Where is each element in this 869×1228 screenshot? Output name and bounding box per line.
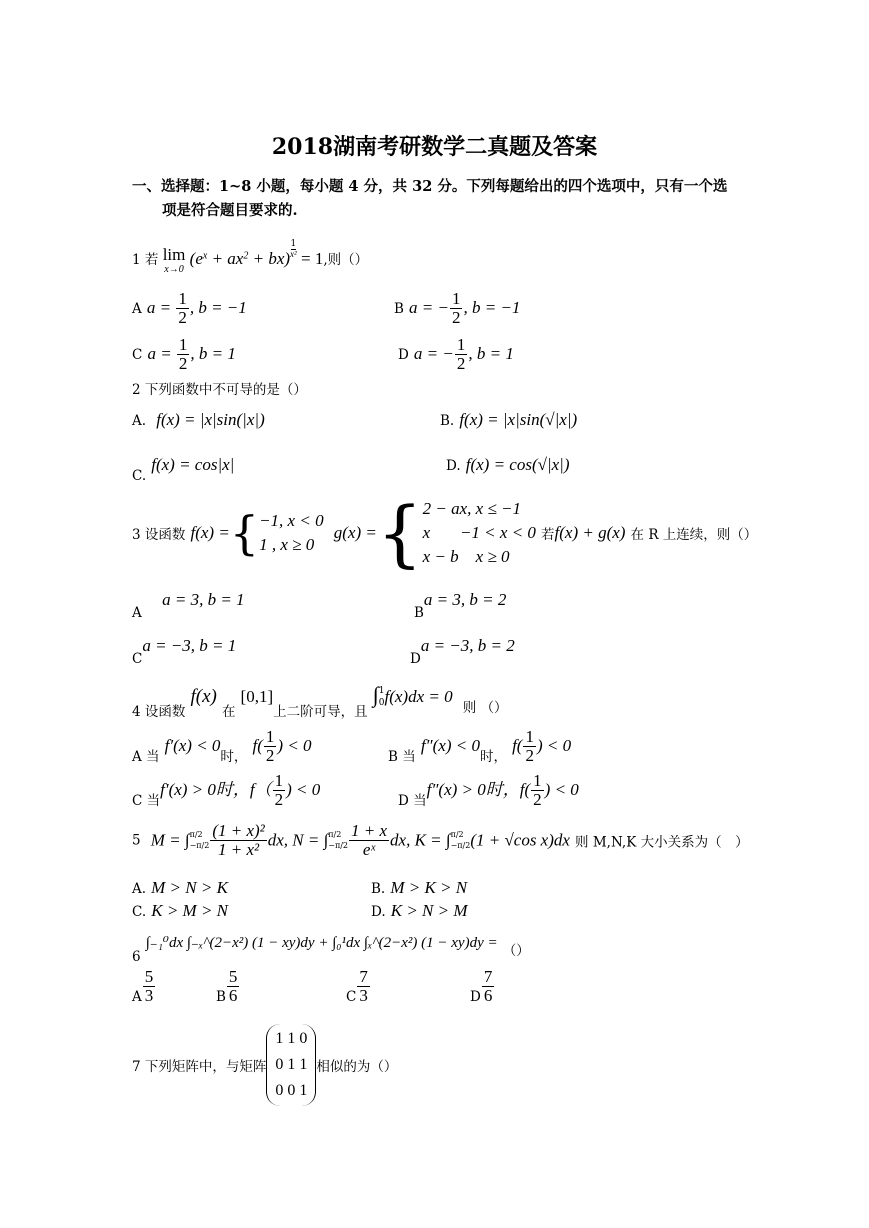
q3-option-a: [132, 590, 245, 621]
q7-matrix-row-3: 0 0 1: [275, 1082, 308, 1099]
q1-b-post: , b = −1: [463, 297, 521, 317]
q4-a-frac: [264, 728, 277, 765]
q4-a-res-pre: f(: [252, 735, 263, 755]
q4-at: 在: [221, 704, 236, 720]
q3-g-case-1: 2 − ax, x ≤ −1: [422, 499, 522, 518]
q3-d-label: D: [410, 651, 421, 667]
q4-interval: [0,1]: [240, 687, 274, 706]
q6-c-frac: [357, 968, 370, 1005]
q4-option-a: [132, 728, 312, 765]
q5-n-int: dx, N = ∫: [267, 830, 329, 850]
q4-d-res-post: ) < 0: [544, 779, 579, 799]
q3-f-case-1: −1, x < 0: [259, 511, 324, 530]
q1-expr-3: + bx): [248, 249, 291, 268]
q6-b-num: 5: [228, 967, 238, 986]
q5-m-den: 1 + x²: [217, 839, 260, 859]
q6-expression: ∫₋₁⁰dx ∫₋ₓ^(2−x²) (1 − xy)dy + ∫₀¹dx ∫ₓ^(2−x²) (1 − xy)dy =: [145, 935, 498, 951]
q3-option-c: [132, 636, 236, 667]
q6-a-den: 3: [144, 985, 154, 1005]
q1-d-frac: [455, 336, 468, 373]
q1-a-pre: a =: [146, 297, 176, 317]
q4-d-frac: [531, 772, 544, 809]
q1-c-post: , b = 1: [190, 343, 236, 363]
q3-if: 若: [541, 527, 555, 543]
q3-g-case-3: x − b x ≥ 0: [422, 547, 510, 566]
q4-b-shi: 时，: [479, 748, 507, 765]
q1-power: [290, 240, 297, 259]
q4-c-res-post: ) < 0: [286, 779, 321, 799]
q1-lim-sub: x→0: [164, 264, 184, 276]
q1-exp-x: x: [202, 250, 208, 262]
q1-d-post: , b = 1: [468, 343, 514, 363]
q7-number: 7 下列矩阵中，与矩阵: [132, 1059, 267, 1075]
q2-option-b: [440, 410, 577, 430]
q2-d-label: D.: [446, 458, 461, 474]
q4-function: f(x): [190, 686, 217, 707]
q1-limit: [163, 246, 186, 276]
q2-c-label: C.: [132, 468, 147, 484]
q1-b-pre: a = −: [409, 297, 449, 317]
q1-d-den: 2: [456, 353, 466, 373]
q5-m-frac: [210, 822, 266, 859]
q5-m-lower: −π/2: [189, 841, 210, 851]
q1-a-post: , b = −1: [189, 297, 247, 317]
q5-c-label: C.: [132, 904, 147, 920]
q5-b-text: M > K > N: [390, 878, 468, 897]
q5-m-upper: π/2: [189, 830, 203, 840]
q5-d-text: K > N > M: [390, 901, 468, 920]
q4-d-cond: f″(x) > 0时，: [426, 779, 520, 799]
q4-c-num: 1: [274, 771, 284, 790]
question-1-stem: [132, 240, 368, 275]
q4-integral: f(x)dx = 0: [384, 687, 453, 706]
q5-m-limits: [190, 829, 210, 851]
q3-b-text: a = 3, b = 2: [423, 590, 507, 609]
q1-d-pre: a = −: [413, 343, 454, 363]
q5-n-upper: π/2: [328, 830, 342, 840]
q1-power-num: 1: [290, 239, 297, 249]
q6-number: 6: [132, 949, 141, 965]
q6-a-frac: [143, 968, 156, 1005]
q2-a-text: f(x) = |x|sin(|x|): [156, 410, 265, 429]
q5-k-integrand: (1 + √cos x)dx: [470, 830, 570, 850]
q3-option-d: [410, 636, 515, 667]
q6-c-den: 3: [359, 985, 368, 1005]
q2-option-c: [132, 455, 234, 484]
q5-n-limits: [328, 829, 348, 851]
question-7-stem: [132, 1024, 397, 1106]
q6-a-label: A: [132, 988, 142, 1005]
q6-option-d: [470, 968, 495, 1005]
q4-d-den: 2: [533, 789, 542, 809]
q4-b-den: 2: [525, 745, 534, 765]
q5-d-label: D.: [371, 904, 386, 920]
q4-c-cond: f′(x) > 0时，: [160, 779, 250, 799]
q2-a-label: A.: [132, 413, 147, 429]
question-2-stem: 2 下列函数中不可导的是（）: [132, 382, 307, 398]
q2-c-text: f(x) = cos|x|: [151, 455, 235, 474]
q6-option-c: [346, 968, 371, 1005]
q4-a-num: 1: [265, 727, 275, 746]
q5-option-d: [371, 901, 468, 921]
q6-b-den: 6: [228, 985, 238, 1005]
q5-n-lower: −π/2: [328, 841, 349, 851]
q3-f-case-2: 1 , x ≥ 0: [259, 535, 315, 554]
q4-b-label: B 当: [388, 748, 416, 765]
q4-a-cond: f′(x) < 0: [164, 735, 221, 755]
q4-a-label: A 当: [132, 748, 160, 765]
q1-c-pre: a =: [147, 343, 176, 363]
q6-d-frac: [482, 968, 495, 1005]
q3-a-text: a = 3, b = 1: [162, 590, 245, 609]
section-heading: [132, 175, 752, 223]
q4-mid: 上二阶可导，且: [273, 704, 368, 720]
question-3-stem: [132, 491, 758, 575]
q3-c-text: a = −3, b = 1: [142, 636, 237, 655]
q4-d-label: D 当: [398, 792, 427, 809]
q4-a-shi: 时，: [220, 748, 248, 765]
page-title: 2018湖南考研数学二真题及答案: [271, 134, 598, 160]
q5-option-a: [132, 878, 228, 898]
q3-f-brace: {: [229, 506, 260, 560]
q5-k-limits: [451, 829, 471, 851]
q4-c-den: 2: [274, 789, 284, 809]
q4-integral-sign: ∫: [372, 682, 379, 707]
q5-option-c: [132, 901, 228, 921]
q1-c-label: C: [132, 346, 143, 363]
q6-option-a: [132, 968, 156, 1005]
q4-number: 4 设函数: [132, 704, 186, 720]
q5-n-frac: [349, 822, 389, 859]
q2-d-text: f(x) = cos(√|x|): [465, 455, 570, 474]
q3-g-cases: [423, 497, 536, 569]
q6-c-label: C: [346, 988, 357, 1005]
q4-c-label: C 当: [132, 792, 161, 809]
q2-option-d: [446, 455, 570, 475]
q5-b-label: B.: [371, 881, 386, 897]
q3-sum: f(x) + g(x): [554, 523, 626, 542]
q1-square: 2: [243, 250, 249, 262]
q4-b-res-pre: f(: [512, 735, 523, 755]
q3-a-label: A: [132, 605, 142, 621]
q1-b-frac: [450, 290, 463, 327]
q5-c-text: K > M > N: [151, 901, 229, 920]
q7-matrix: [266, 1024, 316, 1106]
q6-a-num: 5: [144, 967, 154, 986]
q7-matrix-row-1: 1 1 0: [275, 1030, 308, 1047]
q6-b-frac: [227, 968, 240, 1005]
q5-n-den: eˣ: [362, 839, 376, 859]
q5-m-num: (1 + x)²: [212, 821, 265, 840]
q2-option-a: [132, 410, 265, 430]
q6-b-label: B: [216, 988, 226, 1005]
q4-d-res-pre: f(: [519, 779, 531, 799]
q1-b-label: B: [394, 300, 404, 317]
q1-a-label: A: [132, 300, 142, 317]
q5-m-int: M = ∫: [150, 830, 190, 850]
q7-tail: 相似的为（）: [316, 1059, 398, 1075]
q4-c-res-pre: f（: [249, 779, 272, 799]
q1-option-a: [132, 290, 247, 327]
q1-c-num: 1: [178, 335, 188, 354]
q3-b-label: B: [414, 605, 424, 621]
q5-a-label: A.: [132, 881, 147, 897]
q4-a-res-post: ) < 0: [277, 735, 312, 755]
q1-d-num: 1: [456, 335, 466, 354]
q4-d-num: 1: [533, 771, 542, 790]
q4-option-d: [398, 772, 579, 809]
q3-d-text: a = −3, b = 2: [420, 636, 515, 655]
q3-number: 3 设函数: [132, 527, 186, 543]
q3-c-label: C: [132, 651, 143, 667]
q1-lim-word: lim: [162, 244, 186, 264]
q2-b-label: B.: [440, 413, 455, 429]
q4-a-den: 2: [265, 745, 275, 765]
q1-option-b: [394, 290, 520, 327]
q4-b-frac: [523, 728, 536, 765]
q1-a-frac: [176, 290, 189, 327]
q3-g-case-2: x −1 < x < 0: [422, 523, 536, 542]
q1-option-d: [398, 336, 514, 373]
section-line-2: 项是符合题目要求的.: [162, 202, 298, 219]
q5-option-b: [371, 878, 467, 898]
q3-g-brace: {: [376, 491, 423, 575]
q1-power-den: x²: [290, 249, 297, 259]
q5-k-upper: π/2: [450, 830, 464, 840]
q1-expr-1: (e: [189, 249, 203, 268]
q7-matrix-row-2: 0 1 1: [275, 1056, 308, 1073]
section-line-1: 一、选择题：1~8 小题，每小题 4 分，共 32 分。下列每题给出的四个选项中，只有一个选: [132, 178, 728, 195]
q4-c-frac: [273, 772, 286, 809]
question-5-stem: [132, 822, 749, 859]
q5-a-text: M > N > K: [151, 878, 228, 897]
q6-d-label: D: [470, 988, 481, 1005]
q6-option-b: [216, 968, 240, 1005]
q4-tail: 则 （）: [462, 700, 508, 716]
q1-number: 1 若: [132, 252, 159, 268]
q6-tail: （）: [502, 943, 530, 959]
q5-k-int: dx, K = ∫: [390, 830, 451, 850]
q6-c-num: 7: [359, 967, 368, 986]
q1-d-label: D: [398, 346, 409, 363]
question-6-stem: [132, 932, 530, 965]
q5-k-lower: −π/2: [450, 841, 471, 851]
q1-c-den: 2: [178, 353, 188, 373]
q4-b-res-post: ) < 0: [536, 735, 572, 755]
q5-n-num: 1 + x: [351, 821, 388, 840]
q4-b-num: 1: [525, 727, 534, 746]
q1-equals: = 1: [296, 249, 324, 268]
q6-d-den: 6: [483, 985, 493, 1005]
q3-f-cases: [259, 509, 324, 557]
q4-option-b: [388, 728, 571, 765]
q3-tail: 在 R 上连续，则（）: [630, 527, 758, 543]
q3-option-b: [414, 590, 506, 621]
q5-tail: 则 M,N,K 大小关系为（ ）: [575, 834, 749, 851]
q3-g-def: g(x) =: [333, 523, 377, 542]
q1-a-num: 1: [178, 289, 187, 308]
q4-b-cond: f″(x) < 0: [420, 735, 480, 755]
q5-number: 5: [132, 832, 141, 849]
q2-b-text: f(x) = |x|sin(√|x|): [459, 410, 578, 429]
q1-option-c: [132, 336, 236, 373]
q1-a-den: 2: [178, 307, 187, 327]
q1-expr-2: + ax: [207, 249, 244, 268]
q1-b-num: 1: [451, 289, 461, 308]
q1-c-frac: [177, 336, 190, 373]
q4-int-upper: 1: [378, 685, 385, 696]
q4-int-lower: 0: [378, 697, 385, 708]
q1-tail: ,则（）: [323, 252, 369, 268]
question-4-stem: [132, 682, 508, 720]
q6-d-num: 7: [483, 967, 493, 986]
q3-f-def: f(x) =: [190, 523, 230, 542]
q1-b-den: 2: [451, 307, 461, 327]
q4-option-c: [132, 772, 320, 809]
